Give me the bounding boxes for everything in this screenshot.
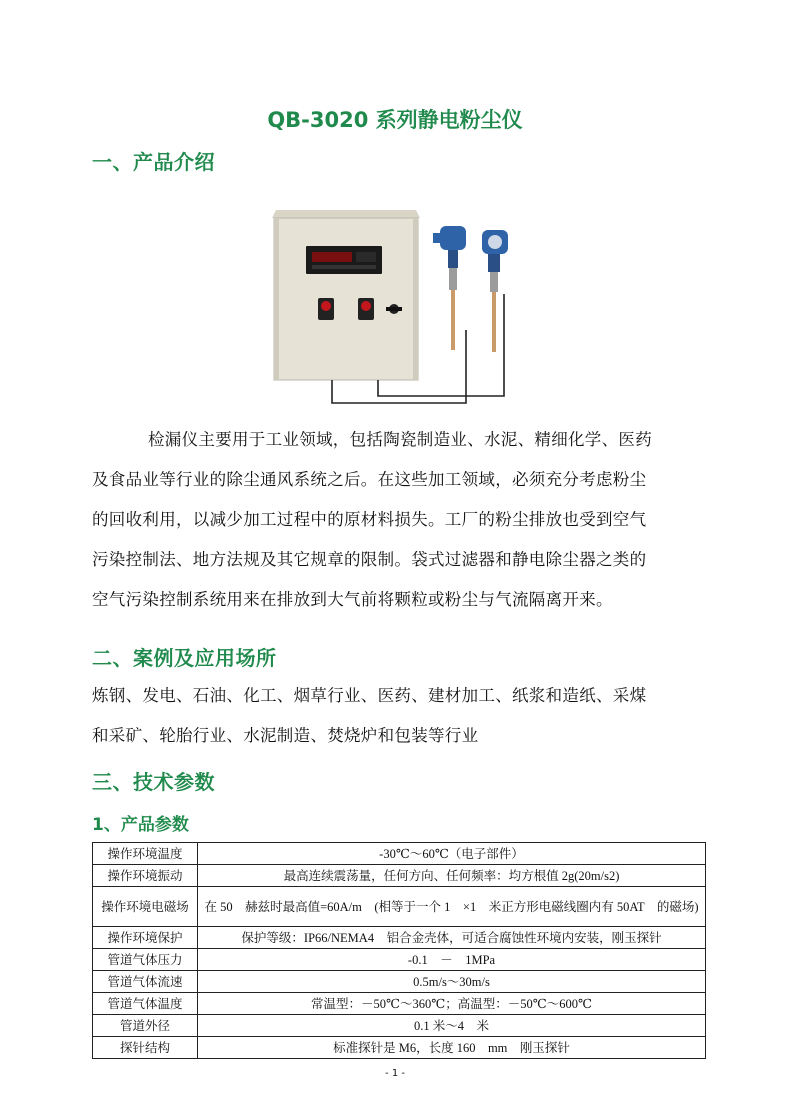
param-value: 在 50 赫兹时最高值=60A/m (相等于一个 1 ×1 米正方形电磁线圈内有 50AT 的磁场): [198, 887, 706, 927]
table-row: [93, 971, 706, 993]
subheading-product-params: 1、产品参数: [92, 815, 189, 835]
cases-line: 炼钢、发电、石油、化工、烟草行业、医药、建材加工、纸浆和造纸、采煤: [92, 686, 647, 705]
red-button-left: [318, 298, 334, 320]
param-value: -30℃～60℃（电子部件）: [198, 843, 706, 865]
intro-paragraph: [92, 420, 712, 620]
table-row: [93, 993, 706, 1015]
param-key: 操作环境温度: [93, 843, 198, 865]
param-key: 探针结构: [93, 1037, 198, 1059]
section-heading-intro: 一、产品介绍: [92, 150, 215, 174]
param-key: 操作环境电磁场: [93, 887, 198, 927]
table-row: [93, 865, 706, 887]
page-number: - 1 -: [385, 1068, 405, 1079]
param-value: 0.5m/s～30m/s: [198, 971, 706, 993]
intro-line: 检漏仪主要用于工业领域，包括陶瓷制造业、水泥、精细化学、医药: [148, 430, 652, 449]
param-value: 保护等级：IP66/NEMA4 铝合金壳体，可适合腐蚀性环境内安装，刚玉探针: [198, 927, 706, 949]
document-title: QB-3020 系列静电粉尘仪: [267, 108, 523, 132]
table-row: [93, 1037, 706, 1059]
param-key: 管道气体流速: [93, 971, 198, 993]
intro-line: 的回收利用，以减少加工过程中的原材料损失。工厂的粉尘排放也受到空气: [92, 510, 647, 529]
param-value: 0.1 米～4 米: [198, 1015, 706, 1037]
param-value: 常温型：－50℃～360℃；高温型：－50℃～600℃: [198, 993, 706, 1015]
table-row: [93, 887, 706, 927]
table-row: [93, 1015, 706, 1037]
intro-line: 及食品业等行业的除尘通风系统之后。在这些加工领域，必须充分考虑粉尘: [92, 470, 647, 489]
param-key: 管道气体温度: [93, 993, 198, 1015]
digital-display: [306, 246, 382, 274]
param-value: 最高连续震荡量，任何方向、任何频率：均方根值 2g(20m/s2): [198, 865, 706, 887]
param-value: -0.1 － 1MPa: [198, 949, 706, 971]
param-key: 操作环境保护: [93, 927, 198, 949]
intro-line: 空气污染控制系统用来在排放到大气前将颗粒或粉尘与气流隔离开来。: [92, 590, 613, 609]
params-table: [92, 842, 706, 1059]
cases-line: 和采矿、轮胎行业、水泥制造、焚烧炉和包装等行业: [92, 726, 479, 745]
param-key: 操作环境振动: [93, 865, 198, 887]
param-key: 管道气体压力: [93, 949, 198, 971]
table-row: [93, 949, 706, 971]
section-heading-tech: 三、技术参数: [92, 770, 215, 794]
cases-paragraph: [92, 676, 712, 756]
product-photo: [270, 206, 520, 411]
sensor-probe-1: [433, 226, 466, 350]
intro-line: 污染控制法、地方法规及其它规章的限制。袋式过滤器和静电除尘器之类的: [92, 550, 647, 569]
control-cabinet: [272, 210, 420, 380]
param-key: 管道外径: [93, 1015, 198, 1037]
section-heading-cases: 二、案例及应用场所: [92, 646, 277, 670]
red-button-right: [358, 298, 374, 320]
param-value: 标准探针是 M6，长度 160 mm 刚玉探针: [198, 1037, 706, 1059]
table-row: [93, 843, 706, 865]
table-row: [93, 927, 706, 949]
